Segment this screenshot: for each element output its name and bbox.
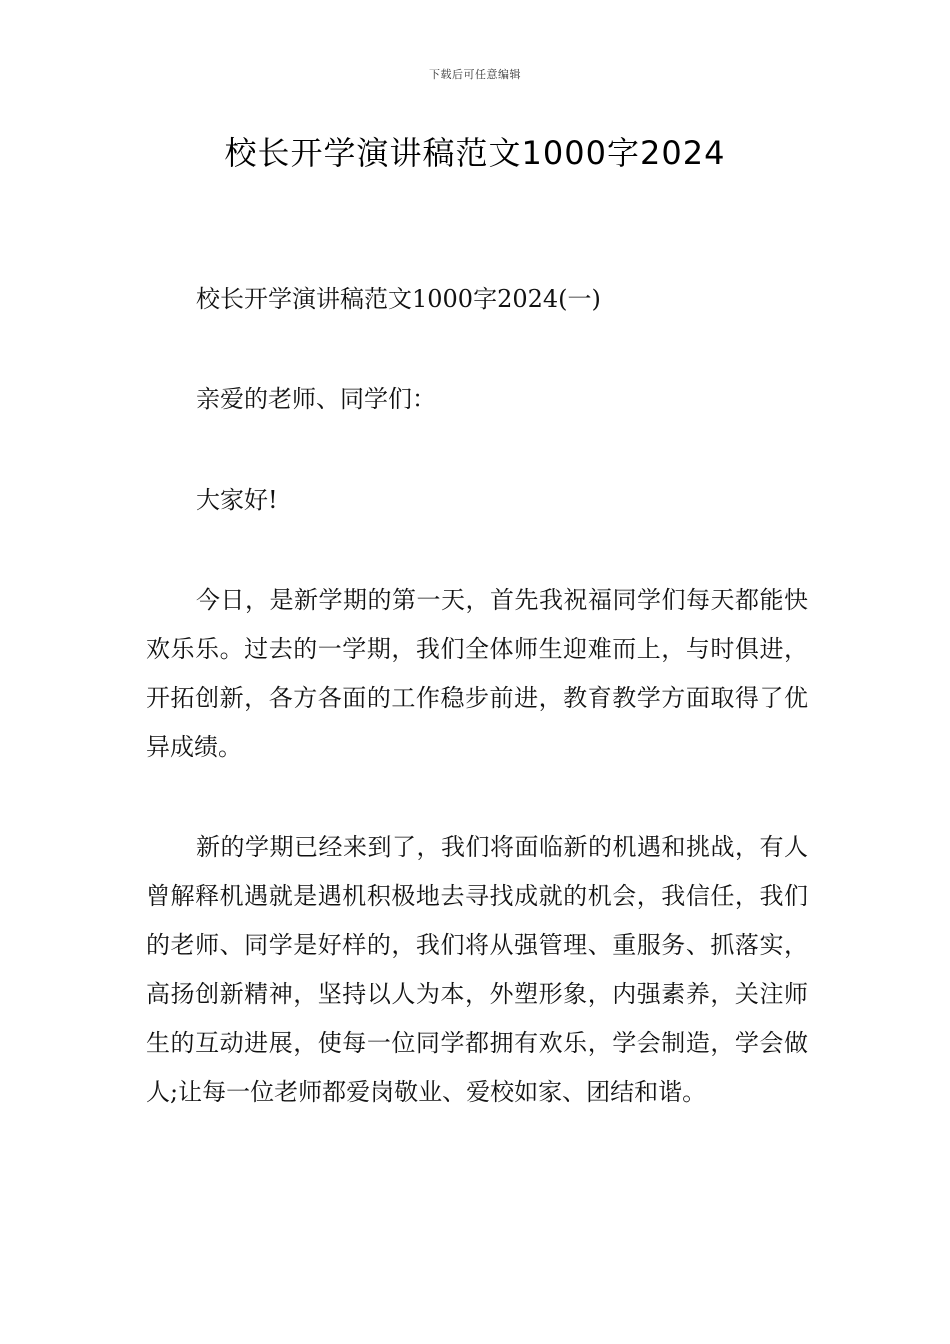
paragraph-2: 新的学期已经来到了，我们将面临新的机遇和挑战，有人曾解释机遇就是遇机积极地去寻找成就的机会，我信任，我们的老师、同学是好样的，我们将从强管理、重服务、抓落实，高扬创新精神，坚持以人为本，外塑形象，内强素养，关注师生的互动进展，使每一位同学都拥有欢乐，学会制造，学会做人;让每一位老师都爱岗敬业、爱校如家、团结和谐。 — [146, 833, 808, 1106]
header-note: 下载后可任意编辑 — [429, 68, 521, 81]
document-title: 校长开学演讲稿范文1000字2024 — [224, 134, 726, 172]
document-subtitle: 校长开学演讲稿范文1000字2024(一) — [196, 285, 601, 313]
hello-line: 大家好! — [196, 486, 278, 514]
paragraph-1: 今日，是新学期的第一天，首先我祝福同学们每天都能快欢乐乐。过去的一学期，我们全体师生迎难而上，与时俱进，开拓创新，各方各面的工作稳步前进，教育教学方面取得了优异成绩。 — [146, 586, 808, 761]
greeting-line: 亲爱的老师、同学们： — [196, 385, 436, 413]
